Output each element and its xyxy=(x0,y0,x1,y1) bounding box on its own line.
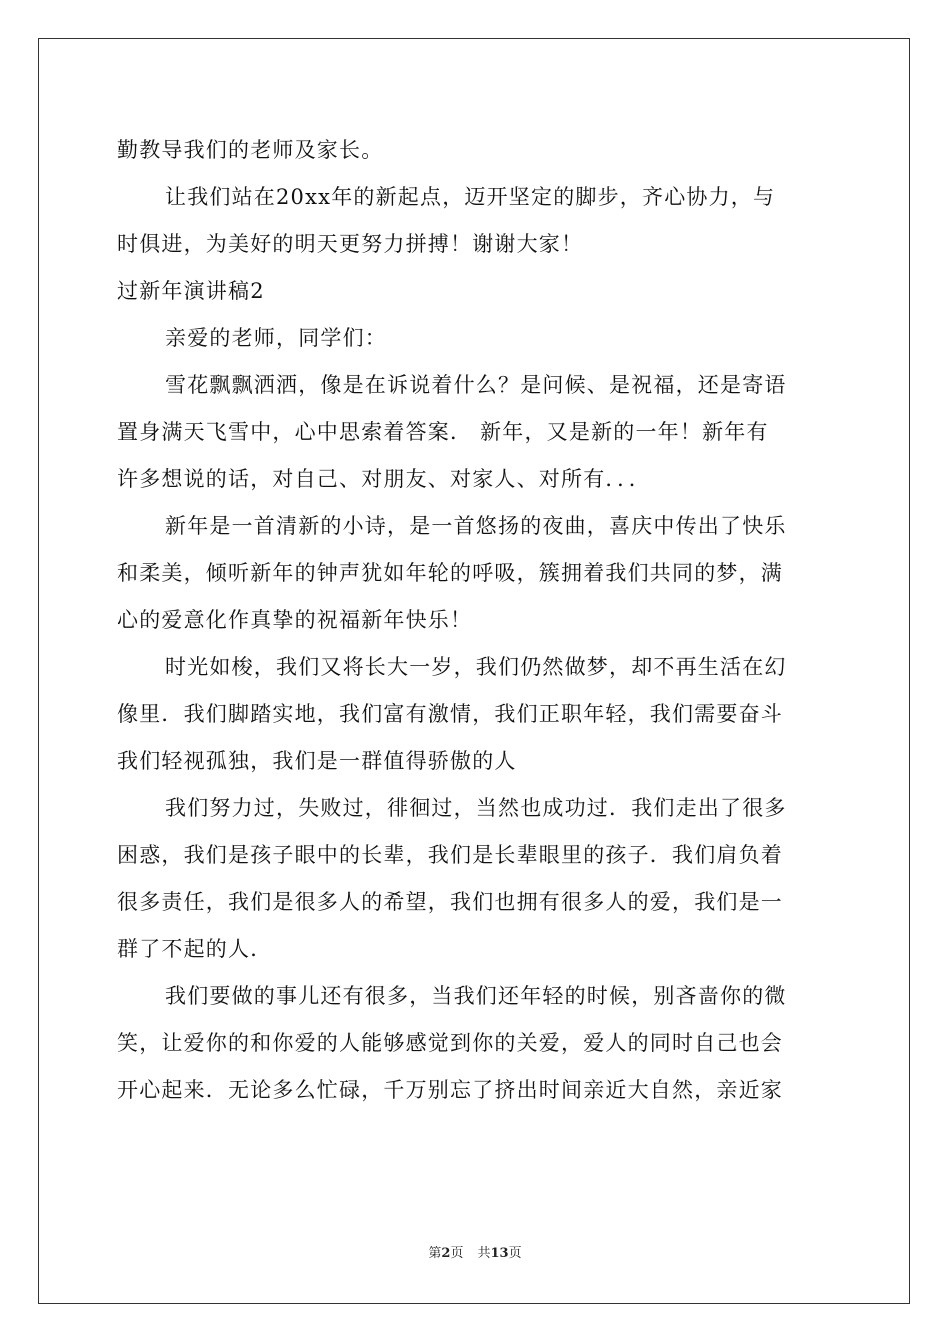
text-line: 许多想说的话，对自己、对朋友、对家人、对所有．．． xyxy=(117,467,651,491)
text-line: 和柔美，倾听新年的钟声犹如年轮的呼吸，簇拥着我们共同的梦，满 xyxy=(117,561,783,585)
text-line: 心的爱意化作真挚的祝福新年快乐！ xyxy=(117,608,473,632)
text-line: 勤教导我们的老师及家长。 xyxy=(117,138,384,162)
page-footer xyxy=(0,1244,950,1264)
text-line: 困惑，我们是孩子眼中的长辈，我们是长辈眼里的孩子．我们肩负着 xyxy=(117,843,783,867)
page-prefix: 第 xyxy=(428,1246,442,1261)
text-line: 时光如梭，我们又将长大一岁，我们仍然做梦，却不再生活在幻 xyxy=(165,655,787,679)
text-line: 笑，让爱你的和你爱的人能够感觉到你的关爱，爱人的同时自己也会 xyxy=(117,1031,783,1055)
salutation: 亲爱的老师，同学们： xyxy=(165,326,387,350)
text-line: 我们努力过，失败过，徘徊过，当然也成功过．我们走出了很多 xyxy=(165,796,787,820)
total-prefix: 共 xyxy=(477,1246,491,1261)
total-suffix: 页 xyxy=(508,1246,522,1261)
total-pages: 13 xyxy=(490,1246,509,1261)
text-line: 置身满天飞雪中，心中思索着答案． 新年，又是新的一年！新年有 xyxy=(117,420,769,444)
text-line: 让我们站在20xx年的新起点，迈开坚定的脚步，齐心协力，与 xyxy=(165,185,776,209)
text-line: 我们要做的事儿还有很多，当我们还年轻的时候，别吝啬你的微 xyxy=(165,984,787,1008)
text-line: 像里．我们脚踏实地，我们富有激情，我们正职年轻，我们需要奋斗 xyxy=(117,702,783,726)
text-line: 我们轻视孤独，我们是一群值得骄傲的人 xyxy=(117,749,517,773)
text-line: 时俱进，为美好的明天更努力拼搏！谢谢大家！ xyxy=(117,232,584,256)
text-line: 雪花飘飘洒洒，像是在诉说着什么？是问候、是祝福，还是寄语 xyxy=(165,373,787,397)
text-line: 很多责任，我们是很多人的希望，我们也拥有很多人的爱，我们是一 xyxy=(117,890,783,914)
section-heading: 过新年演讲稿2 xyxy=(117,279,265,303)
text-line: 新年是一首清新的小诗，是一首悠扬的夜曲，喜庆中传出了快乐 xyxy=(165,514,787,538)
text-line: 开心起来．无论多么忙碌，千万别忘了挤出时间亲近大自然，亲近家 xyxy=(117,1078,783,1102)
page-number: 2 xyxy=(441,1246,451,1261)
text-line: 群了不起的人． xyxy=(117,937,273,961)
page-suffix: 页 xyxy=(450,1246,464,1261)
